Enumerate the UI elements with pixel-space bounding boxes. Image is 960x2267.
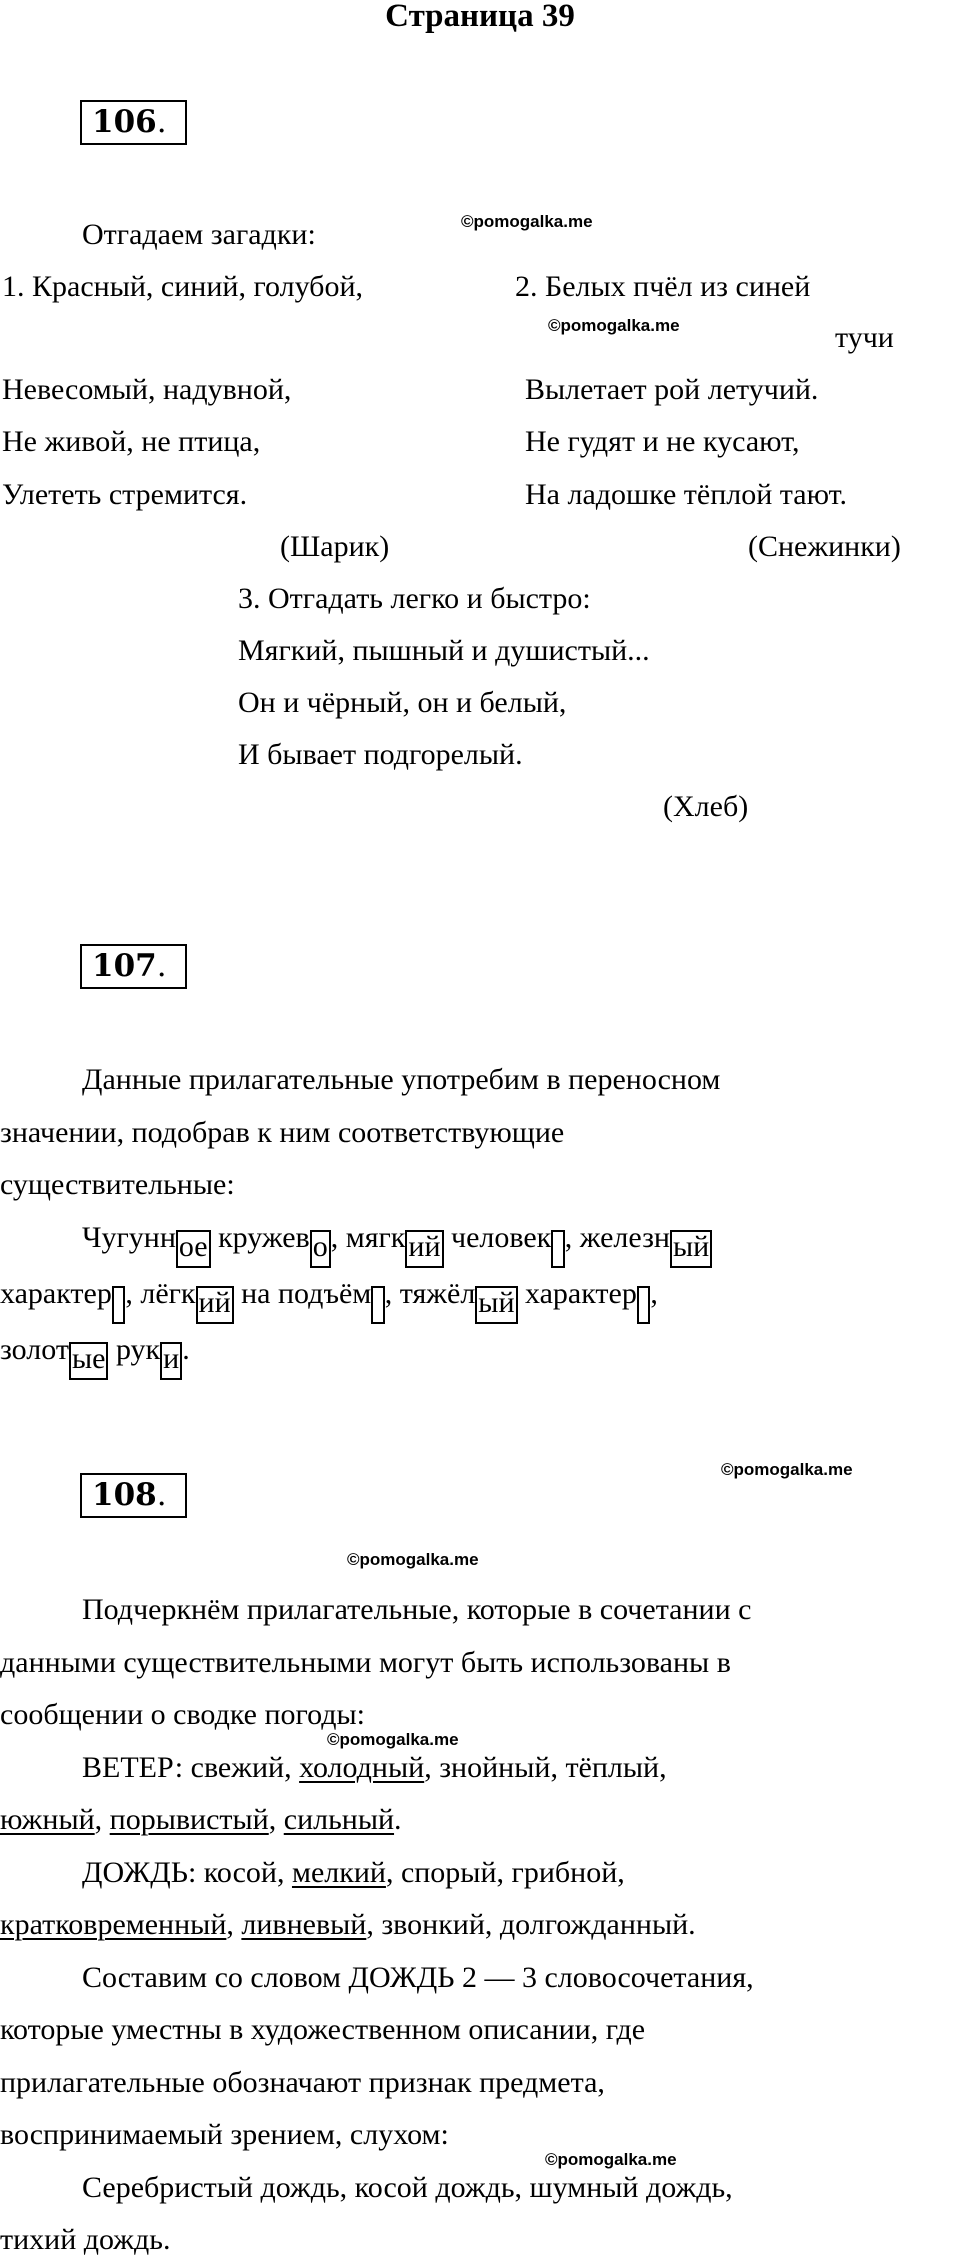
separator: [234, 1277, 242, 1310]
adjective: грибной: [511, 1855, 618, 1889]
task107-intro-line: значении, подобрав к ним соответствующие: [0, 1115, 565, 1149]
task107-phrases-line: [0, 1212, 960, 1268]
separator: ,: [366, 1908, 382, 1941]
ending-box: ое: [176, 1230, 211, 1268]
adjective: знойный: [439, 1750, 551, 1784]
separator: ,: [125, 1276, 141, 1310]
adjective: спорый: [400, 1855, 497, 1889]
separator: ,: [385, 1855, 401, 1889]
task108-intro-line: Подчеркнём прилагательные, которые в сочетании с: [82, 1593, 752, 1626]
adjective-underlined: сильный: [283, 1803, 395, 1836]
separator: ,: [384, 1276, 400, 1310]
page-title: Страница 39: [385, 0, 575, 34]
riddle1-line: Невесомый, надувной,: [2, 373, 292, 406]
riddle2-line: Вылетает рой летучий.: [525, 373, 819, 406]
riddle3-line: Он и чёрный, он и белый,: [238, 686, 567, 719]
separator: [444, 1221, 452, 1254]
word-stem: на подъём: [241, 1276, 372, 1310]
separator: ,: [550, 1750, 566, 1784]
separator: ,: [268, 1803, 284, 1836]
riddle1-line: Улететь стремится.: [2, 478, 248, 511]
word-stem: человек: [451, 1220, 552, 1254]
separator: ,: [617, 1855, 625, 1889]
separator: ,: [496, 1855, 512, 1889]
answer-line: тихий дождь.: [0, 2223, 171, 2256]
task108-text: [0, 1584, 960, 2267]
task107-phrases-line: [0, 1324, 960, 1380]
adjective-underlined: южный: [0, 1803, 95, 1836]
task-number-dot: .: [156, 104, 167, 140]
word-stem: железн: [579, 1220, 670, 1254]
separator: ,: [650, 1276, 658, 1310]
riddle2-line: 2. Белых пчёл из синей: [515, 270, 811, 303]
separator: ,: [330, 1220, 346, 1254]
task-number-text: 108: [92, 1477, 157, 1513]
task107-intro-line: существительные:: [0, 1168, 235, 1201]
adjective: свежий: [190, 1750, 285, 1784]
adjective: тёплый: [565, 1750, 660, 1784]
word-stem: Чугунн: [82, 1220, 176, 1254]
adjective-underlined: ливневый: [241, 1908, 367, 1941]
separator: [518, 1277, 526, 1310]
task108-intro-line: данными существительными могут быть использованы в: [0, 1645, 731, 1679]
watermark: ©pomogalka.me: [461, 212, 593, 231]
ending-box: [637, 1286, 651, 1324]
ending-box: [112, 1286, 126, 1324]
task-number-108: [80, 1473, 187, 1518]
task107-phrases-line: [0, 1268, 960, 1324]
watermark: ©pomogalka.me: [545, 2150, 677, 2169]
riddle1-line: Не живой, не птица,: [2, 425, 261, 458]
answer-line: Серебристый дождь, косой дождь, шумный дождь,: [82, 2170, 733, 2204]
separator: .: [394, 1803, 402, 1836]
riddle3-line: Мягкий, пышный и душистый...: [238, 634, 650, 667]
riddle3-line: И бывает подгорелый.: [238, 738, 523, 771]
separator: ,: [276, 1855, 292, 1889]
task107-intro-line: Данные прилагательные употребим в переносном: [82, 1063, 721, 1096]
word-stem: мягк: [345, 1220, 406, 1254]
separator: ,: [424, 1750, 440, 1784]
riddle3-answer: (Хлеб): [663, 790, 749, 823]
riddle2-line: На ладошке тёплой тают.: [525, 478, 847, 511]
task-number-106: [80, 100, 187, 145]
ending-box: и: [160, 1342, 182, 1380]
ending-box: ий: [196, 1286, 234, 1324]
separator: ,: [564, 1220, 580, 1254]
ending-box: ий: [405, 1230, 443, 1268]
adjective: косой: [203, 1855, 277, 1889]
compose-line: прилагательные обозначают признак предмета,: [0, 2065, 605, 2099]
ending-box: ые: [69, 1342, 108, 1380]
task-number-text: 107: [92, 948, 157, 984]
wind-line: [0, 1742, 960, 1795]
separator: .: [688, 1908, 696, 1941]
riddle1-answer: (Шарик): [280, 530, 390, 563]
watermark: ©pomogalka.me: [721, 1460, 853, 1479]
rain-line: [0, 1847, 960, 1900]
adjective-underlined: мелкий: [291, 1855, 386, 1889]
adjective: звонкий: [381, 1908, 485, 1941]
task106-intro: Отгадаем загадки:: [82, 218, 316, 251]
watermark: ©pomogalka.me: [548, 316, 680, 335]
watermark: ©pomogalka.me: [327, 1730, 459, 1749]
word-stem: характер: [525, 1276, 637, 1310]
wind-label: ВЕТЕР:: [82, 1750, 184, 1784]
task-number-dot: .: [156, 1477, 167, 1513]
rain-label: ДОЖДЬ:: [82, 1855, 197, 1889]
riddle3-line: 3. Отгадать легко и быстро:: [238, 582, 591, 615]
ending-box: о: [310, 1230, 331, 1268]
separator: ,: [659, 1750, 667, 1784]
riddle1-line: 1. Красный, синий, голубой,: [2, 270, 363, 303]
watermark: ©pomogalka.me: [347, 1550, 479, 1569]
task-number-107: [80, 944, 187, 989]
separator: ,: [226, 1908, 242, 1941]
task-number-text: 106: [92, 104, 157, 140]
word-stem: лёгк: [140, 1276, 196, 1310]
riddle2-line: Не гудят и не кусают,: [525, 425, 800, 458]
adjective: долгожданный: [499, 1908, 689, 1941]
task108-intro-line: сообщении о сводке погоды:: [0, 1698, 365, 1731]
separator: [108, 1333, 116, 1366]
word-stem: рук: [115, 1332, 161, 1366]
ending-box: ый: [670, 1230, 712, 1268]
word-stem: золот: [0, 1332, 69, 1366]
word-stem: тяжёл: [399, 1276, 476, 1310]
separator: ,: [284, 1750, 300, 1784]
riddle2-answer: (Снежинки): [748, 530, 901, 563]
adjective-underlined: кратковременный: [0, 1908, 227, 1941]
word-stem: характер: [0, 1276, 112, 1310]
task-number-dot: .: [156, 948, 167, 984]
compose-line: Составим со словом ДОЖДЬ 2 — 3 словосочетания,: [82, 1960, 754, 1994]
compose-line: которые уместны в художественном описании, где: [0, 2013, 646, 2046]
ending-box: [371, 1286, 385, 1324]
rain-line: [0, 1899, 960, 1952]
riddle2-line: тучи: [835, 321, 894, 354]
separator: .: [182, 1332, 190, 1366]
adjective-underlined: холодный: [299, 1750, 425, 1784]
adjective-underlined: порывистый: [109, 1803, 269, 1836]
separator: ,: [94, 1803, 110, 1836]
task107-text: [0, 1054, 960, 1380]
compose-line: воспринимаемый зрением, слухом:: [0, 2118, 449, 2151]
ending-box: ый: [475, 1286, 517, 1324]
ending-box: [551, 1230, 565, 1268]
wind-line: [0, 1794, 960, 1847]
separator: [211, 1221, 219, 1254]
separator: ,: [484, 1908, 500, 1941]
word-stem: кружев: [218, 1220, 310, 1254]
